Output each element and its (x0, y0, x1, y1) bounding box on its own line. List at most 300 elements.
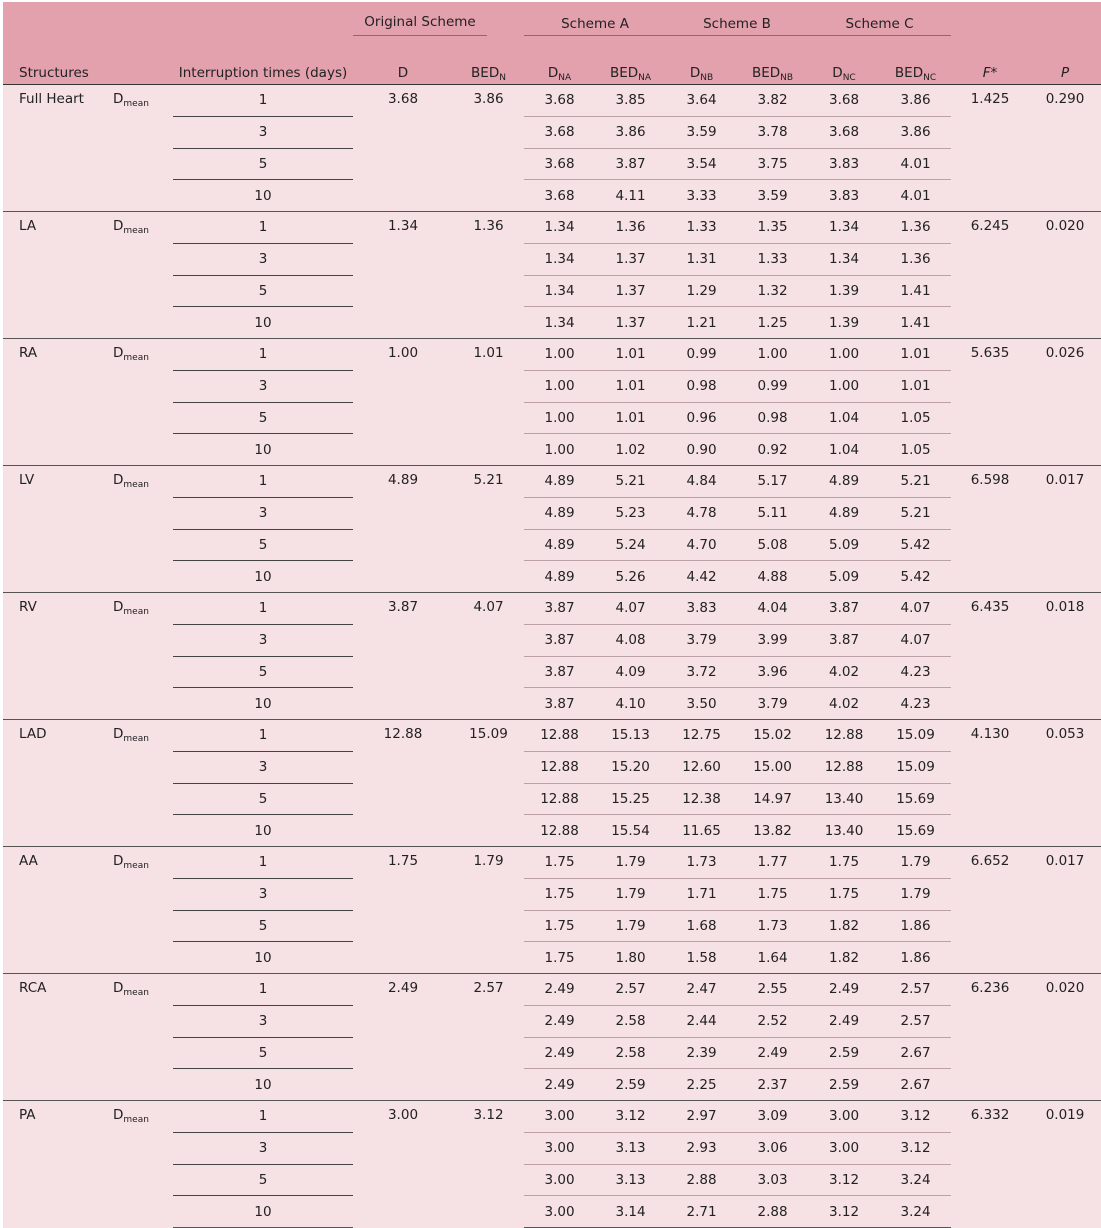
bed-nb: 3.75 (737, 148, 808, 180)
structure-name: PA (3, 1101, 101, 1228)
d-nc: 1.04 (828, 441, 860, 458)
header-bed-na: $BED_{NA}$ (595, 36, 666, 85)
f-statistic: 6.598 (951, 466, 1029, 593)
d-na: 1.00 (524, 370, 595, 402)
structure-name: LAD (3, 720, 101, 847)
interruption-time: 3 (173, 1005, 353, 1037)
original-d: 3.87 (353, 593, 453, 720)
d-nc: 4.02 (828, 695, 860, 712)
d-nc: 12.88 (808, 720, 880, 752)
bed-nc: 1.05 (880, 402, 951, 434)
d-na: 4.89 (524, 497, 595, 529)
interruption-time: 10 (254, 187, 272, 204)
d-nb: 12.75 (666, 720, 737, 752)
interruption-time: 3 (173, 243, 353, 275)
bed-na: 15.20 (595, 751, 666, 783)
d-nc: 3.83 (828, 187, 860, 204)
table-row (3, 85, 1101, 117)
d-na: 12.88 (524, 720, 595, 752)
bed-nc: 3.24 (880, 1164, 951, 1196)
d-na: 12.88 (540, 822, 579, 839)
bed-na: 3.85 (595, 85, 666, 117)
interruption-time: 3 (173, 1132, 353, 1164)
d-na: 1.75 (544, 949, 575, 966)
d-na: 3.00 (524, 1132, 595, 1164)
p-value: 0.017 (1029, 847, 1101, 974)
bed-nb: 2.52 (737, 1005, 808, 1037)
d-nb: 2.97 (666, 1101, 737, 1133)
d-nc: 1.82 (828, 949, 860, 966)
bed-nb: 3.96 (737, 656, 808, 688)
interruption-time: 3 (173, 497, 353, 529)
d-nb: 3.72 (666, 656, 737, 688)
bed-na: 5.23 (595, 497, 666, 529)
d-na: 12.88 (524, 783, 595, 815)
header-d-nc: $D_{NC}$ (808, 36, 880, 85)
interruption-time: 1 (173, 85, 353, 117)
d-nc: 3.87 (808, 593, 880, 625)
structure-name: LA (3, 212, 101, 339)
d-na: 3.68 (524, 116, 595, 148)
f-statistic: 5.635 (951, 339, 1029, 466)
bed-nc: 1.01 (880, 339, 951, 371)
bed-na: 3.87 (595, 148, 666, 180)
bed-nc: 1.36 (880, 243, 951, 275)
bed-nc: 2.57 (880, 974, 951, 1006)
d-nb: 3.54 (666, 148, 737, 180)
d-nc: 4.89 (808, 466, 880, 498)
bed-nb: 3.59 (757, 187, 788, 204)
dose-table (3, 2, 1101, 1228)
d-nc: 5.09 (808, 529, 880, 561)
bed-nb: 0.99 (737, 370, 808, 402)
d-nc: 1.39 (808, 275, 880, 307)
bed-nb: 5.08 (737, 529, 808, 561)
bed-na: 15.13 (595, 720, 666, 752)
interruption-time: 5 (173, 656, 353, 688)
d-na: 2.49 (524, 1005, 595, 1037)
bed-nb: 1.35 (737, 212, 808, 244)
header-structures: Structures (3, 36, 173, 85)
bed-nb: 15.00 (737, 751, 808, 783)
metric-dmean: $D_{mean}$ (101, 974, 173, 1101)
d-nc: 2.59 (828, 1076, 860, 1093)
f-statistic: 4.130 (951, 720, 1029, 847)
interruption-time: 10 (254, 695, 272, 712)
header-bed-nb: $BED_{NB}$ (737, 36, 808, 85)
f-statistic: 6.652 (951, 847, 1029, 974)
bed-na: 2.59 (615, 1076, 646, 1093)
bed-nb: 1.73 (737, 910, 808, 942)
header-p: P (1029, 36, 1101, 85)
bed-na: 1.37 (595, 275, 666, 307)
interruption-time: 1 (173, 847, 353, 879)
bed-nb: 1.64 (757, 949, 788, 966)
bed-na: 1.01 (595, 370, 666, 402)
d-nb: 1.33 (666, 212, 737, 244)
bed-nb: 1.25 (757, 314, 788, 331)
table-row (3, 466, 1101, 498)
bed-nb: 1.75 (737, 878, 808, 910)
interruption-time: 10 (254, 568, 272, 585)
bed-na: 3.13 (595, 1132, 666, 1164)
p-value: 0.026 (1029, 339, 1101, 466)
bed-na: 4.07 (595, 593, 666, 625)
d-nb: 1.58 (686, 949, 717, 966)
bed-nb: 0.92 (757, 441, 788, 458)
interruption-time: 5 (173, 529, 353, 561)
header-scheme-b: Scheme B (666, 16, 808, 36)
d-nc: 3.00 (808, 1132, 880, 1164)
bed-nb: 14.97 (737, 783, 808, 815)
header-scheme-a: Scheme A (524, 16, 666, 36)
original-d: 1.75 (353, 847, 453, 974)
interruption-time: 3 (173, 878, 353, 910)
interruption-time: 3 (173, 116, 353, 148)
d-nb: 1.31 (666, 243, 737, 275)
metric-dmean: $D_{mean}$ (101, 847, 173, 974)
interruption-time: 5 (173, 783, 353, 815)
f-statistic: 6.236 (951, 974, 1029, 1101)
d-nb: 2.44 (666, 1005, 737, 1037)
d-na: 3.00 (524, 1101, 595, 1133)
d-na: 3.68 (524, 148, 595, 180)
bed-na: 3.86 (595, 116, 666, 148)
d-nc: 13.40 (824, 822, 864, 839)
d-nc: 1.04 (808, 402, 880, 434)
table-row (3, 339, 1101, 371)
metric-dmean: $D_{mean}$ (101, 720, 173, 847)
interruption-time: 5 (173, 1164, 353, 1196)
p-value: 0.290 (1029, 85, 1101, 212)
d-nc: 1.00 (808, 370, 880, 402)
bed-nc: 1.01 (880, 370, 951, 402)
bed-na: 1.79 (595, 878, 666, 910)
d-nb: 2.71 (666, 1196, 737, 1228)
bed-nc: 2.67 (900, 1076, 931, 1093)
d-nc: 3.00 (808, 1101, 880, 1133)
interruption-time: 5 (173, 402, 353, 434)
d-na: 1.00 (524, 339, 595, 371)
d-nb: 12.38 (666, 783, 737, 815)
structure-name: RV (3, 593, 101, 720)
d-nb: 2.39 (666, 1037, 737, 1069)
table-row (3, 593, 1101, 625)
header-interruption: Interruption times (days) (173, 36, 353, 85)
interruption-time: 10 (254, 822, 272, 839)
original-d: 12.88 (353, 720, 453, 847)
bed-nc: 15.09 (880, 720, 951, 752)
bed-nb: 3.09 (737, 1101, 808, 1133)
d-nb: 2.93 (666, 1132, 737, 1164)
bed-na: 2.58 (595, 1037, 666, 1069)
d-nb: 2.88 (666, 1164, 737, 1196)
d-nb: 1.68 (666, 910, 737, 942)
original-d: 1.34 (353, 212, 453, 339)
d-nc: 1.75 (808, 878, 880, 910)
interruption-time: 1 (173, 593, 353, 625)
d-na: 4.89 (524, 529, 595, 561)
d-nb: 1.21 (686, 314, 717, 331)
d-na: 12.88 (524, 751, 595, 783)
d-na: 1.75 (524, 847, 595, 879)
d-nc: 4.02 (808, 656, 880, 688)
d-nb: 4.84 (666, 466, 737, 498)
d-na: 2.49 (524, 974, 595, 1006)
d-na: 1.34 (524, 275, 595, 307)
header-bed-n: $BED_N$ (453, 36, 524, 85)
bed-na: 1.37 (615, 314, 646, 331)
d-na: 3.68 (544, 187, 575, 204)
d-nc: 2.59 (808, 1037, 880, 1069)
bed-na: 4.10 (615, 695, 646, 712)
bed-nc: 4.01 (900, 187, 931, 204)
d-na: 1.34 (544, 314, 575, 331)
bed-nc: 1.41 (880, 275, 951, 307)
interruption-time: 1 (173, 212, 353, 244)
metric-dmean: $D_{mean}$ (101, 593, 173, 720)
bed-nb: 3.03 (737, 1164, 808, 1196)
original-bed: 1.36 (453, 212, 524, 339)
bed-nb: 2.88 (737, 1196, 808, 1228)
bed-na: 2.57 (595, 974, 666, 1006)
bed-nb: 4.04 (737, 593, 808, 625)
d-nc: 3.68 (808, 85, 880, 117)
bed-na: 4.09 (595, 656, 666, 688)
bed-nc: 1.86 (880, 910, 951, 942)
table-body (3, 85, 1101, 1228)
bed-na: 3.13 (595, 1164, 666, 1196)
original-d: 2.49 (353, 974, 453, 1101)
interruption-time: 10 (254, 949, 272, 966)
d-nb: 0.98 (666, 370, 737, 402)
bed-nc: 1.79 (880, 878, 951, 910)
f-statistic: 6.435 (951, 593, 1029, 720)
bed-na: 1.37 (595, 243, 666, 275)
bed-nc: 15.69 (880, 783, 951, 815)
d-nc: 13.40 (808, 783, 880, 815)
bed-na: 5.26 (615, 568, 646, 585)
bed-nc: 4.01 (880, 148, 951, 180)
table-row (3, 1101, 1101, 1133)
bed-na: 5.21 (595, 466, 666, 498)
bed-na: 1.02 (615, 441, 646, 458)
d-nb: 1.73 (666, 847, 737, 879)
d-nb: 4.42 (686, 568, 717, 585)
d-nb: 3.64 (666, 85, 737, 117)
bed-nb: 1.32 (737, 275, 808, 307)
bed-nc: 4.07 (880, 624, 951, 656)
metric-dmean: $D_{mean}$ (101, 85, 173, 212)
bed-nb: 3.06 (737, 1132, 808, 1164)
bed-nc: 3.24 (880, 1196, 951, 1228)
d-nb: 11.65 (682, 822, 721, 839)
bed-nc: 15.69 (896, 822, 935, 839)
f-statistic: 1.425 (951, 85, 1029, 212)
f-statistic: 6.245 (951, 212, 1029, 339)
d-nc: 1.34 (808, 243, 880, 275)
interruption-time: 1 (173, 339, 353, 371)
structure-name: RA (3, 339, 101, 466)
bed-nc: 15.09 (880, 751, 951, 783)
d-nb: 3.83 (666, 593, 737, 625)
d-nb: 0.96 (666, 402, 737, 434)
d-nb: 3.50 (686, 695, 717, 712)
bed-nb: 1.00 (737, 339, 808, 371)
original-bed: 15.09 (453, 720, 524, 847)
interruption-time: 10 (254, 1076, 272, 1093)
bed-nc: 5.42 (900, 568, 931, 585)
d-nc: 1.75 (808, 847, 880, 879)
bed-nb: 4.88 (757, 568, 788, 585)
bed-nc: 1.05 (900, 441, 931, 458)
d-na: 3.87 (524, 656, 595, 688)
original-d: 3.68 (353, 85, 453, 212)
header-d: D (353, 36, 453, 85)
d-na: 1.00 (544, 441, 575, 458)
bed-na: 15.54 (611, 822, 650, 839)
header-bed-nc: $BED_{NC}$ (880, 36, 951, 85)
f-statistic: 6.332 (951, 1101, 1029, 1228)
table-row (3, 974, 1101, 1006)
interruption-time: 3 (173, 370, 353, 402)
d-nc: 1.39 (828, 314, 860, 331)
d-nb: 3.59 (666, 116, 737, 148)
bed-na: 5.24 (595, 529, 666, 561)
bed-na: 1.01 (595, 339, 666, 371)
bed-na: 4.11 (615, 187, 646, 204)
original-bed: 3.12 (453, 1101, 524, 1228)
bed-nb: 3.99 (737, 624, 808, 656)
bed-nc: 1.36 (880, 212, 951, 244)
d-na: 3.00 (524, 1164, 595, 1196)
header-original-scheme: Original Scheme (353, 13, 487, 36)
d-nc: 3.87 (808, 624, 880, 656)
bed-nc: 3.86 (880, 116, 951, 148)
bed-na: 3.14 (595, 1196, 666, 1228)
bed-nb: 2.55 (737, 974, 808, 1006)
bed-na: 1.79 (595, 847, 666, 879)
d-nb: 4.78 (666, 497, 737, 529)
original-d: 3.00 (353, 1101, 453, 1228)
p-value: 0.020 (1029, 974, 1101, 1101)
bed-nb: 15.02 (737, 720, 808, 752)
header-f: F* (951, 36, 1029, 85)
d-nb: 3.79 (666, 624, 737, 656)
interruption-time: 3 (173, 624, 353, 656)
d-nb: 1.71 (666, 878, 737, 910)
interruption-time: 3 (173, 751, 353, 783)
bed-na: 2.58 (595, 1005, 666, 1037)
bed-nc: 4.23 (900, 695, 931, 712)
p-value: 0.020 (1029, 212, 1101, 339)
d-na: 3.87 (524, 593, 595, 625)
bed-na: 1.80 (615, 949, 646, 966)
bed-na: 4.08 (595, 624, 666, 656)
p-value: 0.017 (1029, 466, 1101, 593)
d-nb: 4.70 (666, 529, 737, 561)
d-na: 4.89 (544, 568, 575, 585)
bed-nc: 3.86 (880, 85, 951, 117)
bed-nb: 2.49 (737, 1037, 808, 1069)
bed-na: 1.79 (595, 910, 666, 942)
metric-dmean: $D_{mean}$ (101, 466, 173, 593)
original-bed: 4.07 (453, 593, 524, 720)
table-header (3, 2, 1101, 85)
d-nc: 12.88 (808, 751, 880, 783)
bed-nc: 1.86 (900, 949, 931, 966)
structure-name: LV (3, 466, 101, 593)
d-nc: 1.34 (808, 212, 880, 244)
structure-name: AA (3, 847, 101, 974)
d-nb: 0.99 (666, 339, 737, 371)
bed-nb: 13.82 (753, 822, 792, 839)
bed-nc: 2.67 (880, 1037, 951, 1069)
bed-nc: 4.07 (880, 593, 951, 625)
structure-name: RCA (3, 974, 101, 1101)
interruption-time: 1 (173, 720, 353, 752)
header-d-na: $D_{NA}$ (524, 36, 595, 85)
bed-nb: 0.98 (737, 402, 808, 434)
bed-nc: 2.57 (880, 1005, 951, 1037)
d-nc: 3.12 (808, 1164, 880, 1196)
metric-dmean: $D_{mean}$ (101, 339, 173, 466)
bed-nb: 5.11 (737, 497, 808, 529)
bed-nb: 3.78 (737, 116, 808, 148)
interruption-time: 10 (254, 441, 272, 458)
bed-nc: 5.21 (880, 466, 951, 498)
d-na: 1.75 (524, 878, 595, 910)
original-bed: 1.79 (453, 847, 524, 974)
d-na: 2.49 (524, 1037, 595, 1069)
bed-na: 1.36 (595, 212, 666, 244)
interruption-time: 10 (254, 314, 272, 331)
header-scheme-c: Scheme C (808, 16, 951, 36)
bed-nb: 1.33 (737, 243, 808, 275)
d-na: 1.75 (524, 910, 595, 942)
metric-dmean: $D_{mean}$ (101, 1101, 173, 1228)
d-na: 1.34 (524, 243, 595, 275)
table-row (3, 847, 1101, 879)
d-na: 3.87 (544, 695, 575, 712)
original-d: 4.89 (353, 466, 453, 593)
d-nc: 2.49 (808, 1005, 880, 1037)
d-na: 3.00 (524, 1196, 595, 1228)
bed-nb: 1.77 (737, 847, 808, 879)
header-d-nb: $D_{NB}$ (666, 36, 737, 85)
interruption-time: 1 (173, 974, 353, 1006)
original-bed: 5.21 (453, 466, 524, 593)
bed-na: 1.01 (595, 402, 666, 434)
p-value: 0.019 (1029, 1101, 1101, 1228)
d-nc: 5.09 (828, 568, 860, 585)
bed-nb: 5.17 (737, 466, 808, 498)
p-value: 0.018 (1029, 593, 1101, 720)
d-nc: 1.00 (808, 339, 880, 371)
d-na: 4.89 (524, 466, 595, 498)
d-nb: 1.29 (666, 275, 737, 307)
metric-dmean: $D_{mean}$ (101, 212, 173, 339)
original-bed: 3.86 (453, 85, 524, 212)
interruption-time: 1 (173, 1101, 353, 1133)
d-na: 2.49 (544, 1076, 575, 1093)
d-nb: 3.33 (686, 187, 717, 204)
d-nc: 4.89 (808, 497, 880, 529)
d-nc: 3.68 (808, 116, 880, 148)
interruption-time: 5 (173, 275, 353, 307)
d-nc: 1.82 (808, 910, 880, 942)
d-nb: 2.25 (686, 1076, 717, 1093)
